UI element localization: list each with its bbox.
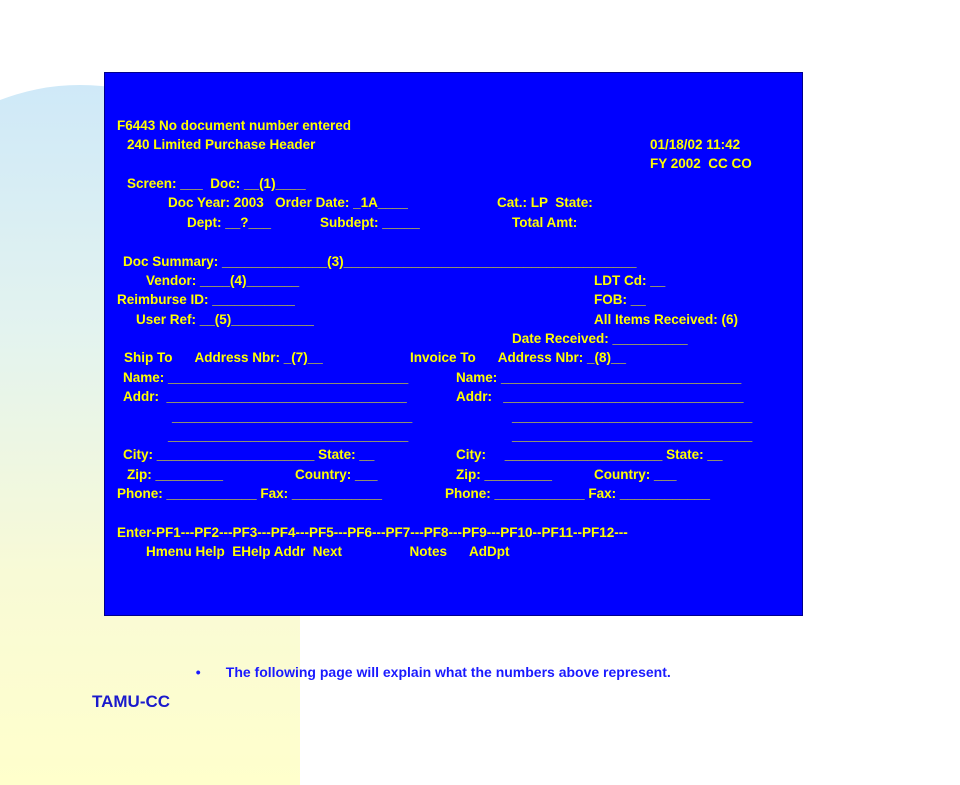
cat-state[interactable]: Cat.: LP State: — [497, 195, 593, 210]
terminal-screen — [104, 72, 803, 616]
fiscal-year: FY 2002 CC CO — [650, 156, 752, 171]
screen-doc-field[interactable]: Screen: ___ Doc: __(1)____ — [127, 176, 306, 191]
explanation-note — [188, 648, 671, 680]
ship-country-field[interactable]: Country: ___ — [295, 467, 378, 482]
invoice-addr-field-3[interactable]: ________________________________ — [512, 428, 753, 443]
datetime: 01/18/02 11:42 — [650, 137, 741, 152]
error-message: F6443 No document number entered — [117, 118, 352, 133]
doc-summary-field[interactable]: Doc Summary: ______________(3)_______________________________________ — [123, 254, 637, 269]
invoice-addr-field-2[interactable]: ________________________________ — [512, 409, 753, 424]
pf-key-row[interactable]: Enter-PF1---PF2---PF3---PF4---PF5---PF6---PF7---PF8---PF9---PF10--PF11--PF12--- — [117, 525, 628, 540]
explanation-text: The following page will explain what the numbers above represent. — [225, 664, 671, 680]
ldt-code-field[interactable]: LDT Cd: __ — [594, 273, 666, 288]
reimburse-id-field[interactable]: Reimburse ID: ___________ — [117, 292, 295, 307]
subdept-field[interactable]: Subdept: _____ — [320, 215, 420, 230]
total-amount: Total Amt: — [512, 215, 578, 230]
ship-to-address-nbr[interactable]: Ship To Address Nbr: _(7)__ — [124, 350, 323, 365]
footer-brand: TAMU-CC — [92, 692, 171, 711]
vendor-field[interactable]: Vendor: ____(4)_______ — [146, 273, 300, 288]
fob-field[interactable]: FOB: __ — [594, 292, 646, 307]
ship-zip-field[interactable]: Zip: _________ — [127, 467, 224, 482]
pf-key-labels[interactable]: Hmenu Help EHelp Addr Next Notes AdDpt — [146, 544, 510, 559]
invoice-name-field[interactable]: Name: ________________________________ — [456, 370, 742, 385]
ship-addr-field-1[interactable]: Addr: ________________________________ — [123, 389, 407, 404]
all-items-received-field[interactable]: All Items Received: (6) — [594, 312, 739, 327]
invoice-zip-field[interactable]: Zip: _________ — [456, 467, 553, 482]
date-received-field[interactable]: Date Received: __________ — [512, 331, 688, 346]
ship-addr-field-2[interactable]: ________________________________ — [172, 409, 413, 424]
doc-year-order-date[interactable]: Doc Year: 2003 Order Date: _1A____ — [168, 195, 408, 210]
user-ref-field[interactable]: User Ref: __(5)___________ — [136, 312, 314, 327]
dept-field[interactable]: Dept: __?___ — [187, 215, 272, 230]
invoice-addr-field-1[interactable]: Addr: ________________________________ — [456, 389, 744, 404]
invoice-city-state-field[interactable]: City: _____________________ State: __ — [456, 447, 723, 462]
ship-phone-fax-field[interactable]: Phone: ____________ Fax: ____________ — [117, 486, 382, 501]
invoice-country-field[interactable]: Country: ___ — [594, 467, 677, 482]
ship-city-state-field[interactable]: City: _____________________ State: __ — [123, 447, 375, 462]
invoice-phone-fax-field[interactable]: Phone: ____________ Fax: ____________ — [445, 486, 710, 501]
ship-name-field[interactable]: Name: ________________________________ — [123, 370, 409, 385]
bullet-icon: • — [195, 664, 201, 680]
invoice-to-address-nbr[interactable]: Invoice To Address Nbr: _(8)__ — [410, 350, 627, 365]
ship-addr-field-3[interactable]: ________________________________ — [168, 428, 409, 443]
screen-title: 240 Limited Purchase Header — [127, 137, 316, 152]
